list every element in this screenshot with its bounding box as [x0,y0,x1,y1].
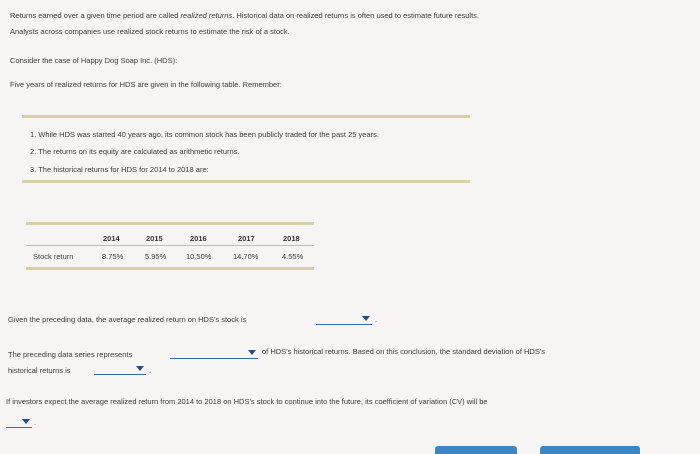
bottom-action-button-left[interactable] [435,446,517,454]
table-header-2015: 2015 [146,234,163,243]
table-header-2014: 2014 [103,234,120,243]
table-header-2016: 2016 [190,234,207,243]
intro-text-b: . Historical data on realized returns is often used to estimate future results. [232,11,480,20]
table-bottom-rule [26,267,314,270]
question-std-dev-period: . [149,366,152,375]
remember-bottom-rule [22,180,470,183]
table-header-rule [26,245,314,246]
average-return-dropdown[interactable] [316,314,372,325]
bottom-action-button-right[interactable] [540,446,640,454]
remember-top-rule [22,115,470,118]
question-data-series: The preceding data series represents [8,350,133,359]
table-row-label: Stock return [33,252,74,261]
table-header-2017: 2017 [238,234,255,243]
table-cell-2015: 5.95% [145,252,167,261]
intro-text-a: Returns earned over a given time period are called [10,11,181,20]
chevron-down-icon [248,350,256,355]
table-cell-2018: 4.55% [282,252,304,261]
case-statement: Consider the case of Happy Dog Soap Inc. (HDS): [10,56,178,65]
question-std-dev: historical returns is [8,366,71,375]
question-data-series-continued: of HDS's historical returns. Based on this conclusion, the standard deviation of HDS's [262,347,546,356]
chevron-down-icon [22,419,30,424]
intro-line-2: Analysts across companies use realized stock returns to estimate the risk of a stock. [10,27,290,36]
question-coefficient-of-variation: If investors expect the average realized return from 2014 to 2018 on HDS's stock to continue into the future, its coefficient of variation (CV) will be [6,397,488,406]
table-cell-2017: 14.70% [233,252,259,261]
intro-line-1 [10,11,479,20]
chevron-down-icon [362,316,370,321]
remember-item-2: 2. The returns on its equity are calculated as arithmetic returns. [30,147,240,156]
remember-item-1: 1. While HDS was started 40 years ago, its common stock has been publicly traded for the past 25 years. [30,130,379,139]
intro-term-realized-returns: realized returns [180,11,233,20]
question-average-return-period: . [375,315,378,324]
data-series-dropdown[interactable] [170,348,258,359]
table-top-rule [26,222,314,225]
chevron-down-icon [136,366,144,371]
remember-item-3: 3. The historical returns for HDS for 2014 to 2018 are: [30,165,209,174]
std-dev-dropdown[interactable] [94,364,146,375]
table-cell-2014: 8.75% [102,252,124,261]
table-cell-2016: 10.50% [186,252,212,261]
question-cv-period: . [34,418,37,427]
coefficient-of-variation-dropdown[interactable] [6,417,32,428]
question-average-return: Given the preceding data, the average realized return on HDS's stock is [8,315,247,324]
table-header-2018: 2018 [283,234,300,243]
five-years-statement: Five years of realized returns for HDS are given in the following table. Remember: [10,80,282,89]
